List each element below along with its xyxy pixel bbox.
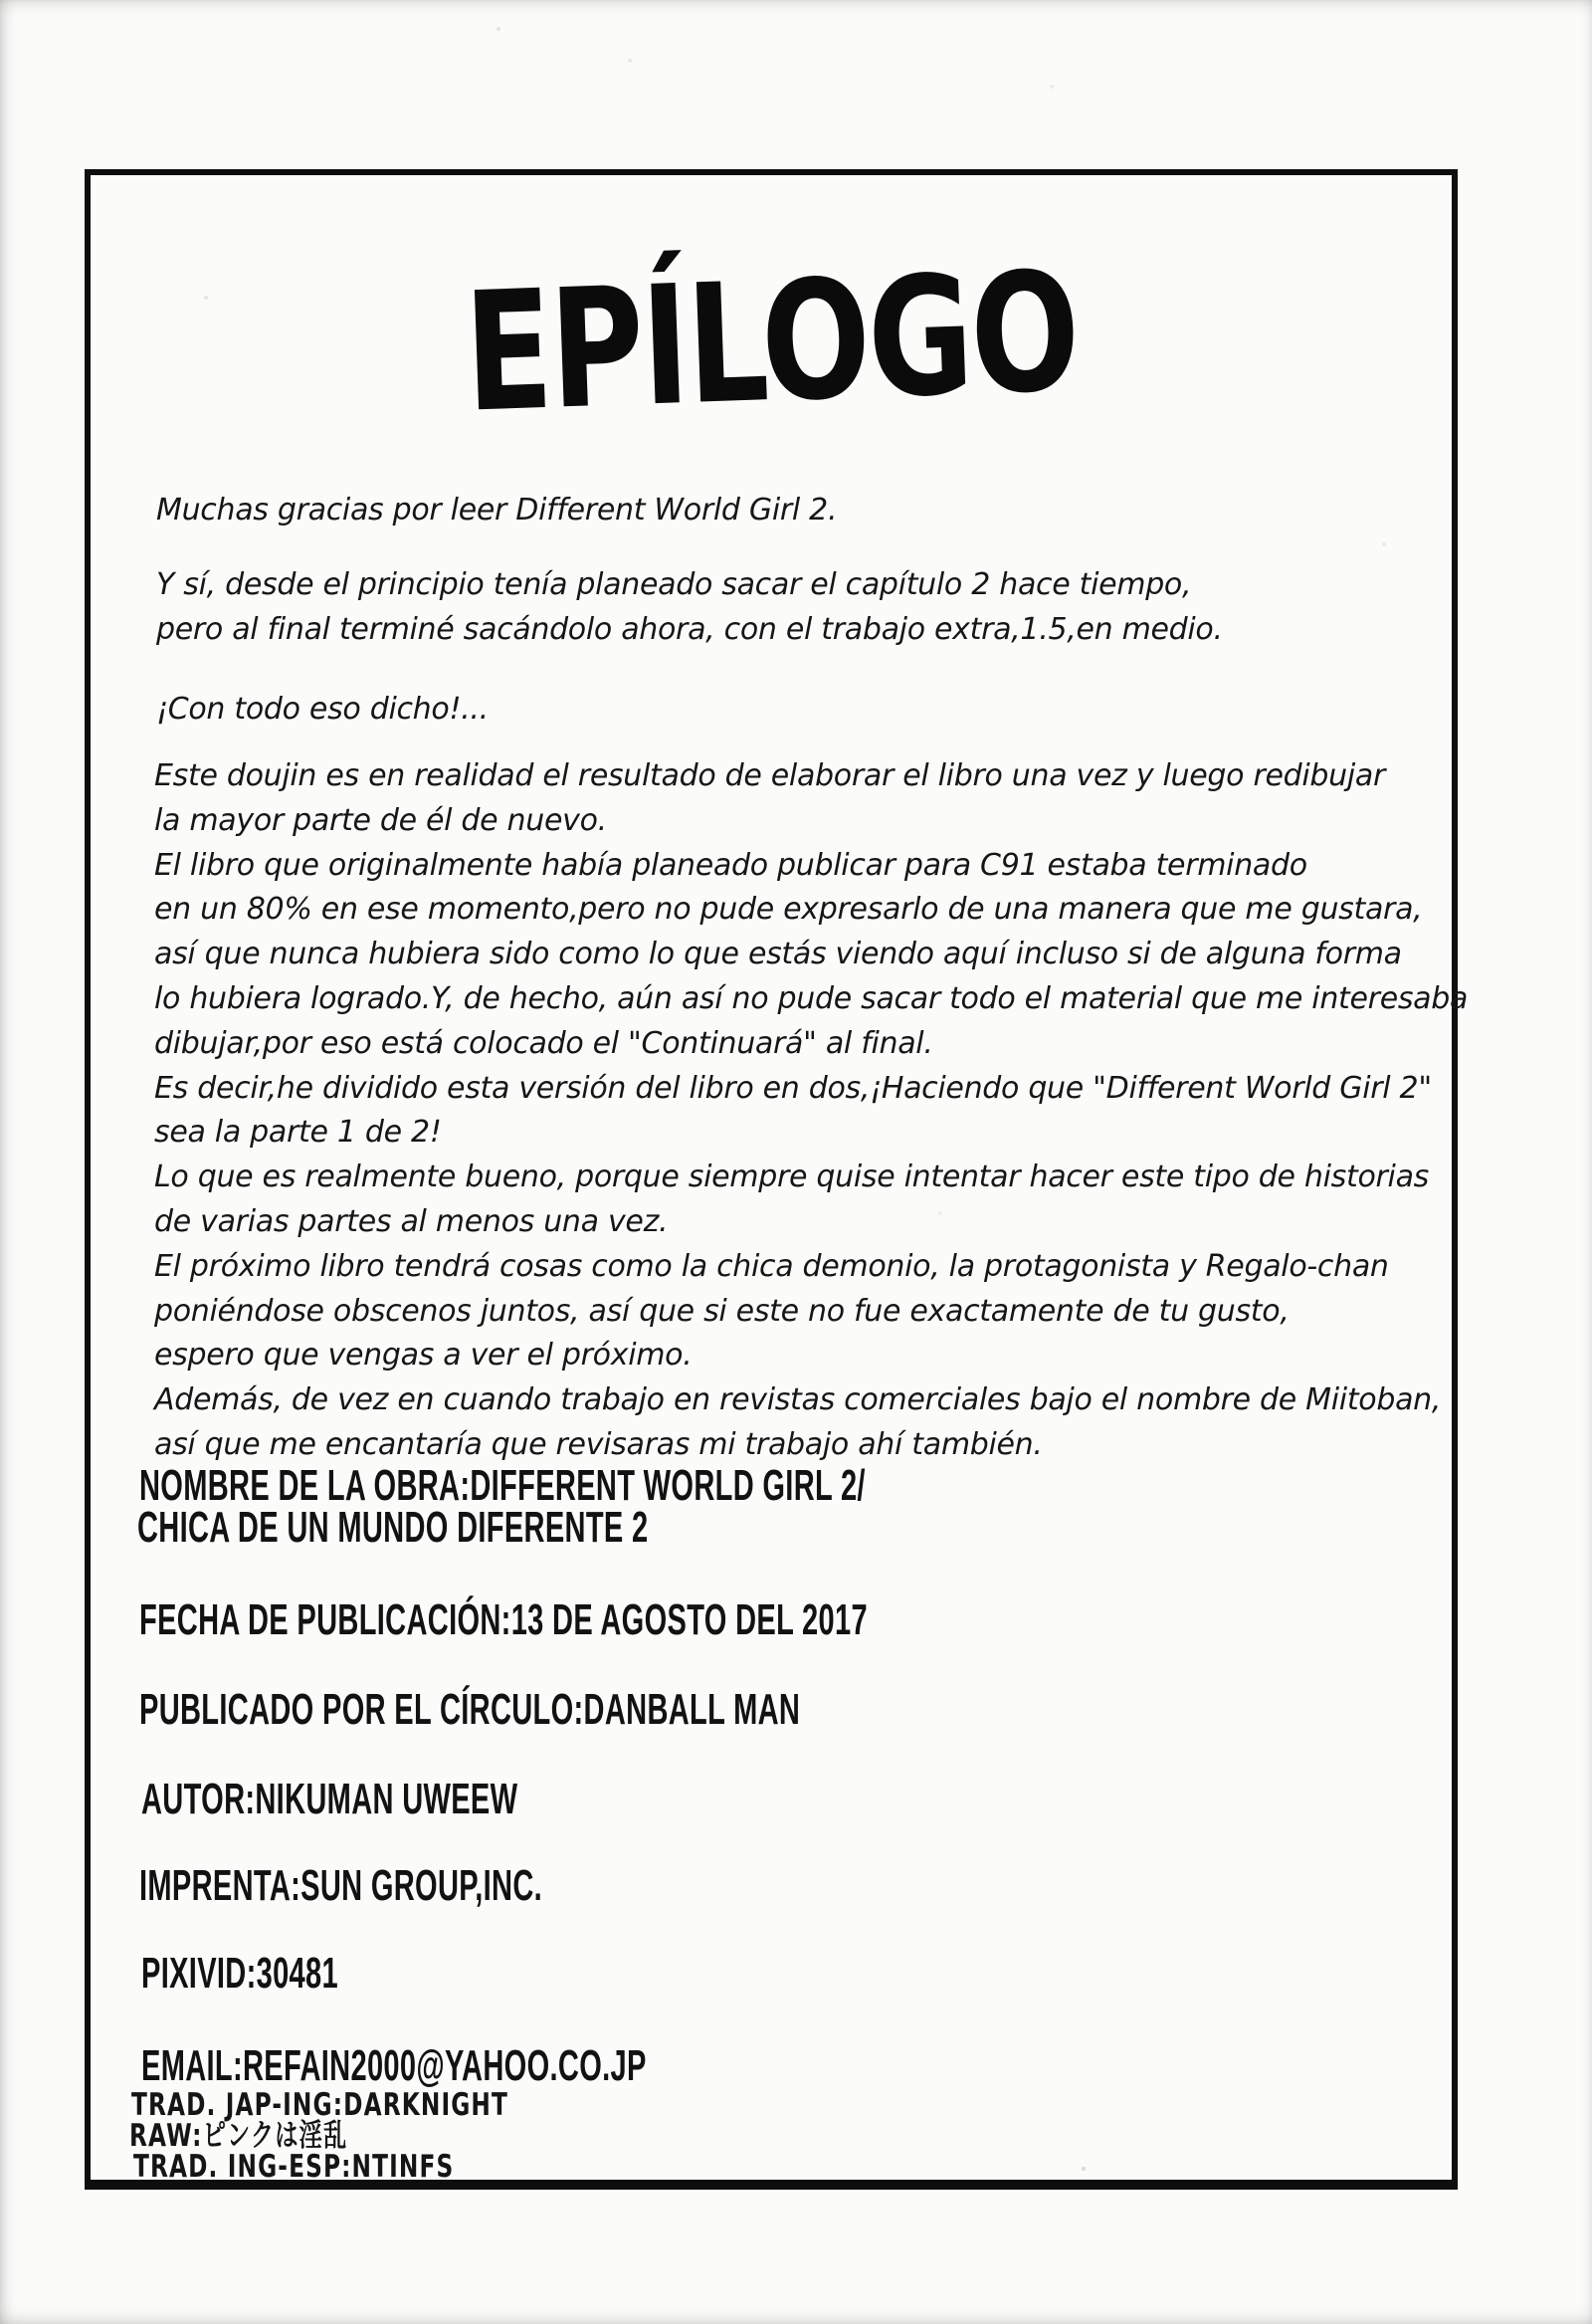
credit-publication-date: FECHA DE PUBLICACIÓN:13 DE AGOSTO DEL 2017 bbox=[139, 1595, 868, 1644]
epilogue-line: Lo que es realmente bueno, porque siempre quise intentar hacer este tipo de historias bbox=[154, 1160, 1430, 1195]
epilogue-line: lo hubiera logrado.Y, de hecho, aún así no pude sacar todo el material que me interesaba bbox=[154, 980, 1469, 1016]
page-title: EPÍLOGO bbox=[462, 236, 1081, 449]
credit-circle: PUBLICADO POR EL CÍRCULO:DANBALL MAN bbox=[139, 1685, 801, 1734]
epilogue-line: pero al final terminé sacándolo ahora, con el trabajo extra,1.5,en medio. bbox=[156, 612, 1223, 647]
epilogue-line: Y sí, desde el principio tenía planeado sacar el capítulo 2 hace tiempo, bbox=[156, 567, 1192, 602]
credit-email: EMAIL:REFAIN2000@YAHOO.CO.JP bbox=[141, 2041, 647, 2090]
epilogue-line: Además, de vez en cuando trabajo en revistas comerciales bajo el nombre de Miitoban, bbox=[154, 1382, 1442, 1418]
intro-paragraph-planned bbox=[156, 562, 1223, 652]
credit-author: AUTOR:NIKUMAN UWEEW bbox=[141, 1775, 518, 1823]
epilogue-line: así que me encantaría que revisaras mi trabajo ahí también. bbox=[154, 1426, 1043, 1462]
credit-printer: IMPRENTA:SUN GROUP,INC. bbox=[139, 1861, 543, 1910]
translation-credit-raw: RAW:ピンクは淫乱 bbox=[129, 2118, 348, 2154]
scan-speckles bbox=[0, 0, 2, 2]
credit-work-name-line2: CHICA DE UN MUNDO DIFERENTE 2 bbox=[137, 1503, 649, 1552]
credit-pixiv-id: PIXIVID:30481 bbox=[141, 1949, 338, 1998]
translation-credit-jap-eng: TRAD. JAP-ING:DARKNIGHT bbox=[131, 2087, 508, 2123]
credit-work-name-line1: NOMBRE DE LA OBRA:DIFFERENT WORLD GIRL 2/ bbox=[139, 1461, 866, 1510]
epilogue-line: poniéndose obscenos juntos, así que si este no fue exactamente de tu gusto, bbox=[154, 1293, 1290, 1329]
epilogue-line: la mayor parte de él de nuevo. bbox=[154, 802, 607, 838]
epilogue-line: Este doujin es en realidad el resultado de elaborar el libro una vez y luego redibujar bbox=[154, 758, 1386, 793]
translation-credit-eng-esp: TRAD. ING-ESP:NTINFS bbox=[133, 2149, 455, 2185]
epilogue-line: en un 80% en ese momento,pero no pude expresarlo de una manera que me gustara, bbox=[154, 892, 1423, 928]
epilogue-line: así que nunca hubiera sido como lo que estás viendo aquí incluso si de alguna forma bbox=[154, 937, 1402, 972]
epilogue-line: espero que vengas a ver el próximo. bbox=[154, 1338, 693, 1373]
epilogue-line: El libro que originalmente había planeado publicar para C91 estaba terminado bbox=[154, 847, 1307, 883]
epilogue-line: dibujar,por eso está colocado el "Continuará" al final. bbox=[154, 1025, 933, 1061]
intro-paragraph-said bbox=[156, 687, 489, 732]
epilogue-body bbox=[154, 754, 1468, 1468]
epilogue-line: Muchas gracias por leer Different World Girl 2. bbox=[156, 493, 838, 528]
epilogue-line: de varias partes al menos una vez. bbox=[154, 1203, 669, 1239]
intro-paragraph-thanks bbox=[156, 488, 837, 532]
epilogue-line: sea la parte 1 de 2! bbox=[154, 1115, 442, 1151]
epilogue-line: El próximo libro tendrá cosas como la chica demonio, la protagonista y Regalo-chan bbox=[154, 1248, 1389, 1284]
epilogue-line: ¡Con todo eso dicho!... bbox=[156, 692, 489, 727]
epilogue-line: Es decir,he dividido esta versión del libro en dos,¡Haciendo que "Different World Girl 2" bbox=[154, 1070, 1432, 1106]
